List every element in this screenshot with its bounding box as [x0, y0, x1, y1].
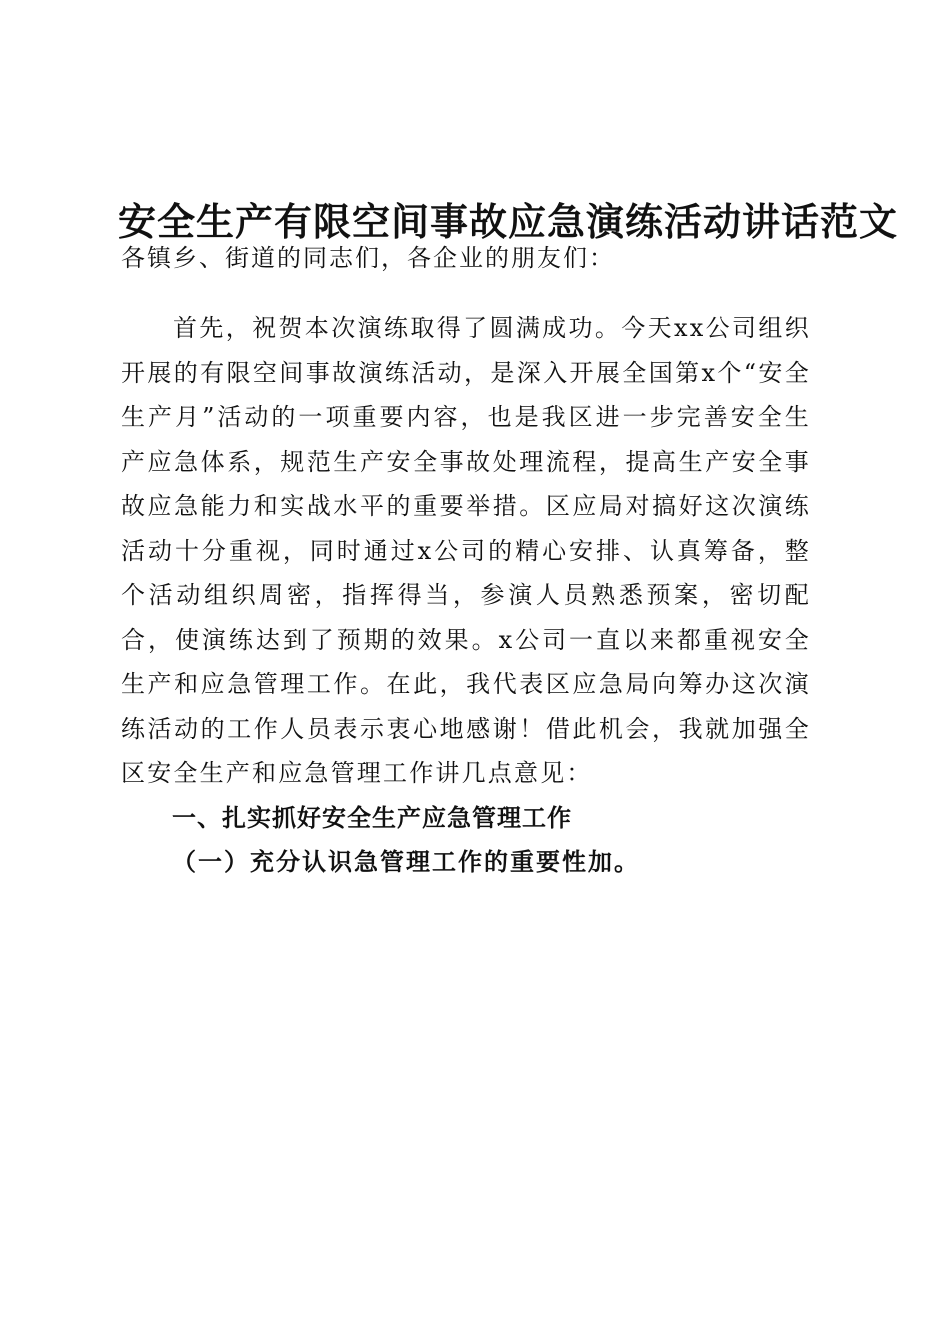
section-heading: 一、扎实抓好安全生产应急管理工作	[172, 804, 572, 832]
body-paragraph: 首先，祝贺本次演练取得了圆满成功。今天xx公司组织开展的有限空间事故演练活动，是深入开展全国第x个“安全生产月”活动的一项重要内容，也是我区进一步完善安全生产应急体系，规范生产安全事故处理流程，提高生产安全事故应急能力和实战水平的重要举措。区应局对搞好这次演练活动十分重视，同时通过x公司的精心安排、认真筹备，整个活动组织周密，指挥得当，参演人员熟悉预案，密切配合，使演练达到了预期的效果。x公司一直以来都重视安全生产和应急管理工作。在此，我代表区应急局向筹办这次演练活动的工作人员表示衷心地感谢！借此机会，我就加强全区安全生产和应急管理工作讲几点意见：	[121, 314, 811, 787]
document-title: 安全生产有限空间事故应急演练活动讲话范文	[118, 200, 899, 244]
salutation: 各镇乡、街道的同志们，各企业的朋友们：	[121, 244, 615, 272]
subsection-heading: （一）充分认识急管理工作的重要性加。	[172, 847, 640, 876]
